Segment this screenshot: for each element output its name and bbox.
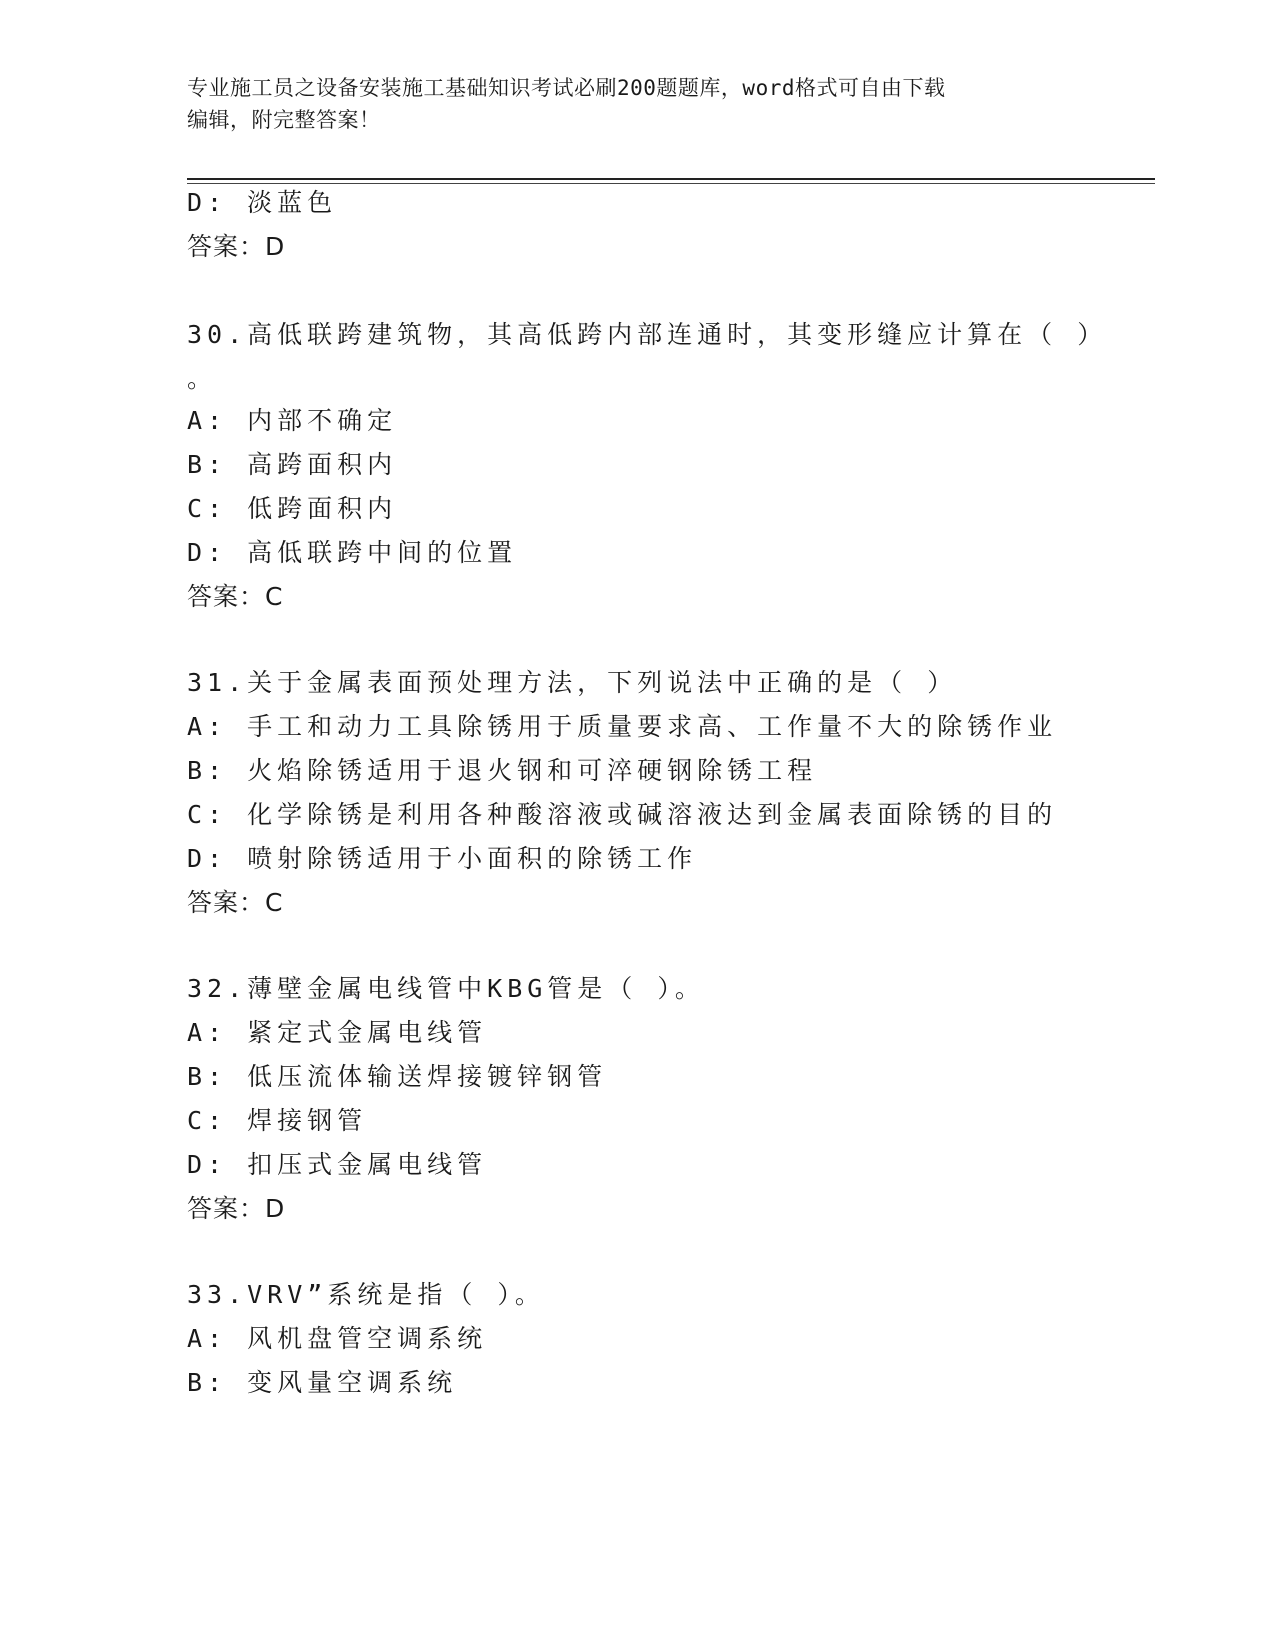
option-d: D: 高低联跨中间的位置 — [187, 538, 518, 567]
answer: 答案：C — [187, 888, 284, 917]
document-header — [187, 72, 1087, 136]
option-c: C: 化学除锈是利用各种酸溶液或碱溶液达到金属表面除锈的目的 — [187, 800, 1058, 829]
option-b: B: 低压流体输送焊接镀锌钢管 — [187, 1062, 608, 1091]
question-stem: 32.薄壁金属电线管中KBG管是（ ）。 — [187, 974, 705, 1003]
answer: 答案：D — [187, 1194, 286, 1223]
question-stem-continuation: 。 — [187, 364, 218, 393]
answer: 答案：C — [187, 582, 284, 611]
header-divider-thin — [187, 183, 1155, 184]
answer: 答案：D — [187, 232, 286, 261]
header-title-line-1: 专业施工员之设备安装施工基础知识考试必刷200题题库，word格式可自由下载 — [187, 76, 946, 100]
question-stem: 31.关于金属表面预处理方法，下列说法中正确的是（ ） — [187, 668, 958, 697]
option-b: B: 火焰除锈适用于退火钢和可淬硬钢除锈工程 — [187, 756, 818, 785]
option-a: A: 风机盘管空调系统 — [187, 1324, 488, 1353]
option-a: A: 手工和动力工具除锈用于质量要求高、工作量不大的除锈作业 — [187, 712, 1058, 741]
option-c: C: 低跨面积内 — [187, 494, 398, 523]
option-a: A: 内部不确定 — [187, 406, 398, 435]
option-b: B: 高跨面积内 — [187, 450, 398, 479]
header-divider-thick — [187, 178, 1155, 180]
option-d: D: 扣压式金属电线管 — [187, 1150, 488, 1179]
header-title-line-2: 编辑，附完整答案！ — [187, 108, 381, 132]
question-stem: 30.高低联跨建筑物，其高低跨内部连通时，其变形缝应计算在（ ） — [187, 320, 1108, 349]
option-c: C: 焊接钢管 — [187, 1106, 368, 1135]
question-stem: 33.VRV”系统是指（ ）。 — [187, 1280, 545, 1309]
option-b: B: 变风量空调系统 — [187, 1368, 458, 1397]
option-d: D: 喷射除锈适用于小面积的除锈工作 — [187, 844, 698, 873]
option-d: D: 淡蓝色 — [187, 188, 338, 217]
option-a: A: 紧定式金属电线管 — [187, 1018, 488, 1047]
